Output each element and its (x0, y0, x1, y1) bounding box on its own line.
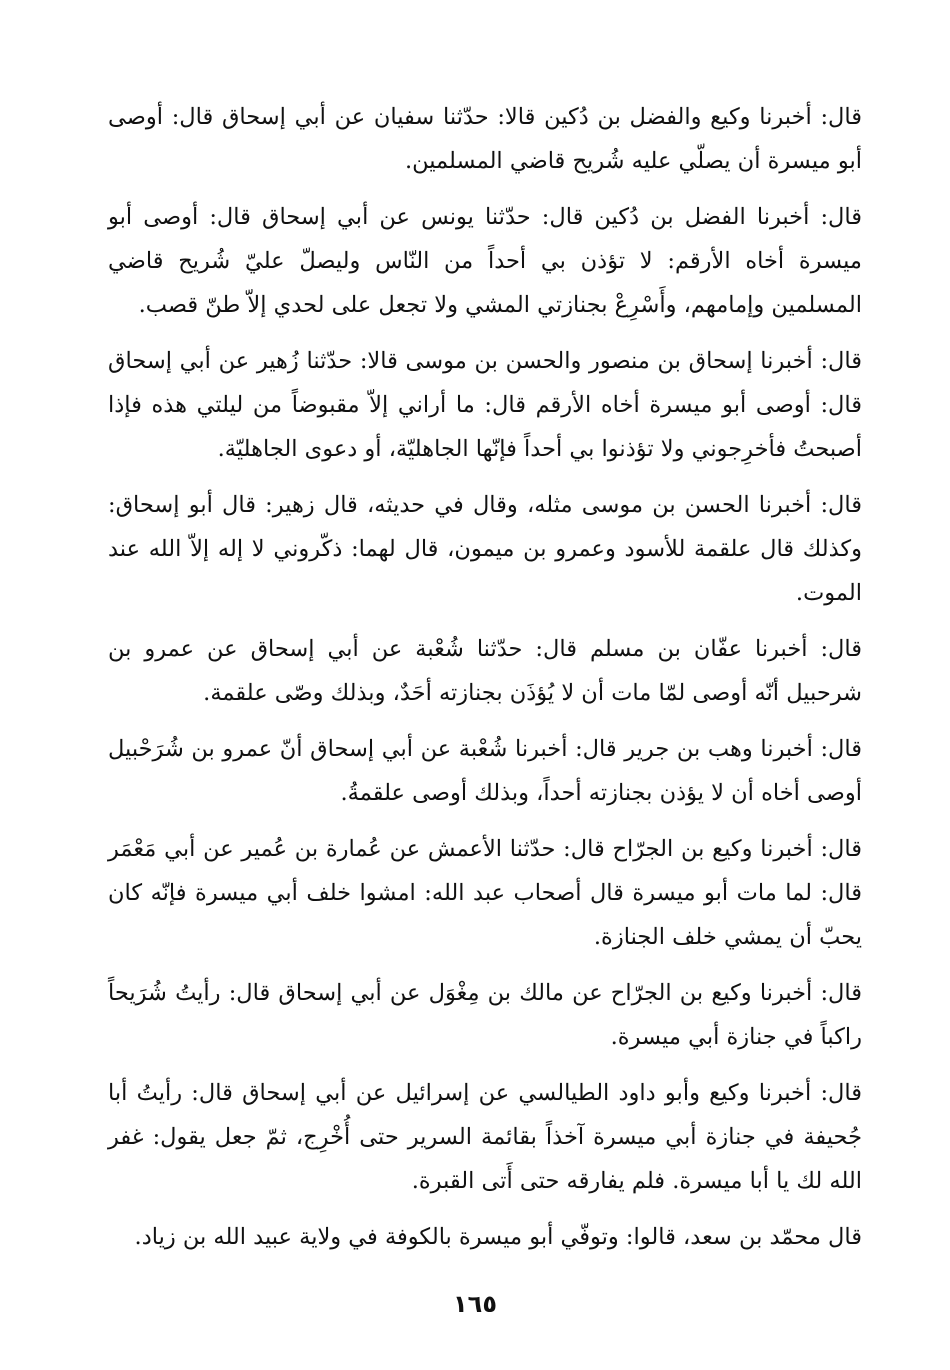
paragraph-2: قال: أخبرنا الفضل بن دُكين قال: حدّثنا يونس عن أبي إسحاق قال: أوصى أبو ميسرة أخاه الأرقم: لا تؤذن بي أحداً من النّاس وليصلّ عليّ شُريح قاضي المسلمين وإمامهم، وأَسْرِعْ بجنازتي المشي ولا تجعل على لحدي إلاّ طنّ قصب. (108, 204, 862, 318)
paragraph-3: قال: أخبرنا إسحاق بن منصور والحسن بن موسى قالا: حدّثنا زُهير عن أبي إسحاق قال: أوصى أبو ميسرة أخاه الأرقم قال: ما أراني إلاّ مقبوضاً من ليلتي هذه فإذا أصبحتُ فأخرِجوني ولا تؤذنوا بي أحداً فإنّها الجاهليّة، أو دعوى الجاهليّة. (108, 348, 862, 462)
paragraph-9: قال: أخبرنا وكيع وأبو داود الطيالسي عن إسرائيل عن أبي إسحاق قال: رأيتُ أبا جُحيفة في جنازة أبي ميسرة آخذاً بقائمة السرير حتى أُخْرِج، ثمّ جعل يقول: غفر الله لك يا أبا ميسرة. فلم يفارقه حتى أَتى القبرة. (108, 1080, 862, 1194)
paragraph-4: قال: أخبرنا الحسن بن موسى مثله، وقال في حديثه، قال زهير: قال أبو إسحاق: وكذلك قال علقمة للأسود وعمرو بن ميمون، قال لهما: ذكّروني لا إله إلاّ الله عند الموت. (108, 492, 862, 606)
paragraph-1: قال: أخبرنا وكيع والفضل بن دُكين قالا: حدّثنا سفيان عن أبي إسحاق قال: أوصى أبو ميسرة أن يصلّي عليه شُريح قاضي المسلمين. (108, 104, 862, 174)
paragraph-5: قال: أخبرنا عفّان بن مسلم قال: حدّثنا شُعْبة عن أبي إسحاق عن عمرو بن شرحبيل أنّه أوصى لمّا مات أن لا يُؤذَن بجنازته أحَدٌ، وبذلك وصّى علقمة. (108, 636, 862, 706)
page-number: ١٦٥ (453, 1290, 497, 1318)
paragraph-10: قال محمّد بن سعد، قالوا: وتوفّي أبو ميسرة بالكوفة في ولاية عبيد الله بن زياد. (134, 1224, 862, 1250)
page-body (108, 95, 862, 1271)
paragraph-6: قال: أخبرنا وهب بن جرير قال: أخبرنا شُعْبة عن أبي إسحاق أنّ عمرو بن شُرَحْبيل أوصى أخاه أن لا يؤذن بجنازته أحداً، وبذلك أوصى علقمةُ. (108, 736, 862, 806)
paragraph-7: قال: أخبرنا وكيع بن الجرّاح قال: حدّثنا الأعمش عن عُمارة بن عُمير عن أبي مَعْمَر قال: لما مات أبو ميسرة قال أصحاب عبد الله: امشوا خلف أبي ميسرة فإنّه كان يحبّ أن يمشي خلف الجنازة. (108, 836, 862, 950)
paragraph-8: قال: أخبرنا وكيع بن الجرّاح عن مالك بن مِغْوَل عن أبي إسحاق قال: رأيتُ شُرَيحاً راكباً في جنازة أبي ميسرة. (108, 980, 862, 1050)
